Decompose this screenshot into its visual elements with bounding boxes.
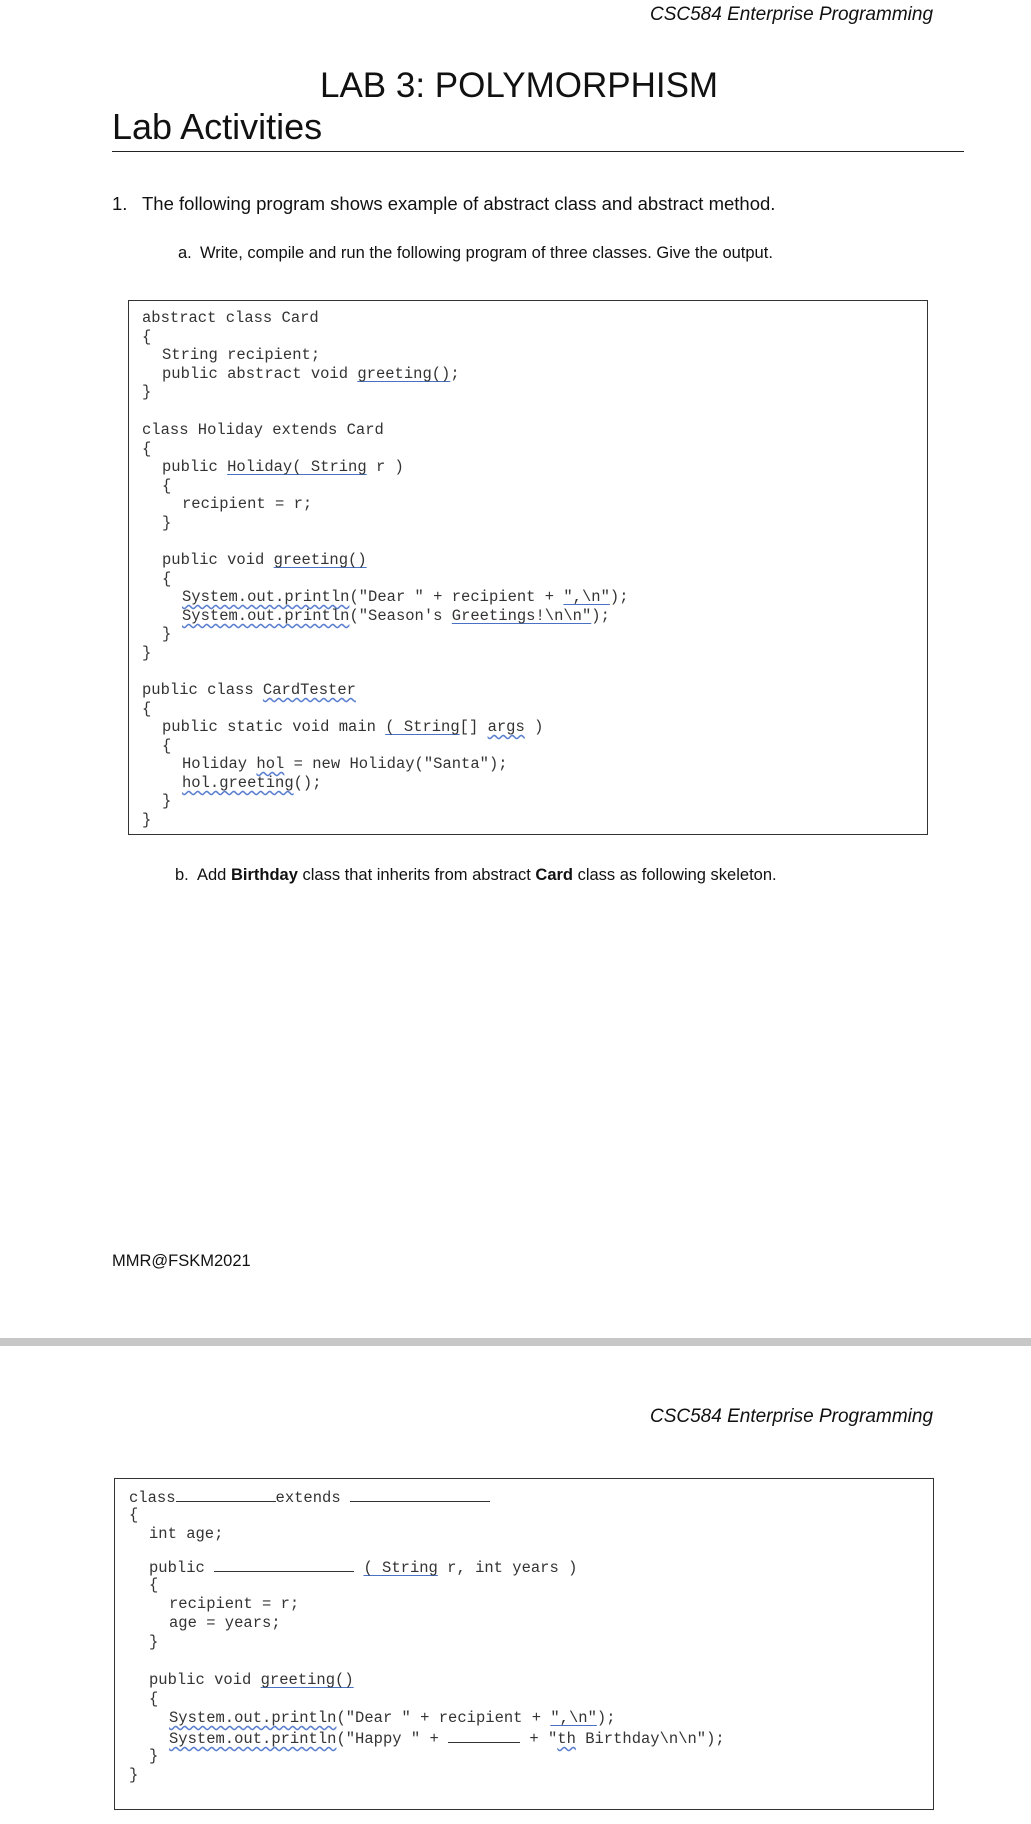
code-line: public static void main ( String[] args ) (162, 718, 544, 736)
lab-title: LAB 3: POLYMORPHISM (320, 66, 719, 105)
code-line: { (149, 1576, 159, 1594)
bold-text-card: Card (535, 866, 573, 884)
code-box-birthday-skeleton (114, 1478, 934, 1810)
sub-item-letter: a. (178, 244, 192, 262)
code-line: System.out.println("Dear " + recipient + ",\n"); (182, 588, 629, 606)
code-line: recipient = r; (182, 495, 313, 513)
sub-item-text: Write, compile and run the following program of three classes. Give the output. (200, 244, 773, 262)
code-line: } (149, 1633, 159, 1651)
code-line: age = years; (169, 1614, 281, 1632)
code-line: recipient = r; (169, 1595, 300, 1613)
code-line: } (142, 383, 152, 401)
code-line: int age; (149, 1525, 224, 1543)
code-line: System.out.println("Season's Greetings!\n\n"); (182, 607, 610, 625)
code-line: public ( String r, int years ) (149, 1559, 578, 1577)
course-header: CSC584 Enterprise Programming (650, 4, 934, 25)
page-divider (0, 1338, 1031, 1346)
code-line: hol.greeting(); (182, 774, 322, 792)
code-line: public abstract void greeting(); (162, 365, 460, 383)
code-line: } (149, 1747, 159, 1765)
code-line: public Holiday( String r ) (162, 458, 404, 476)
code-line: String recipient; (162, 346, 321, 364)
blank-age-expression (448, 1728, 520, 1743)
code-line: } (162, 792, 172, 810)
code-line: { (162, 477, 172, 495)
code-line: { (142, 700, 152, 718)
code-line: { (142, 328, 152, 346)
blank-parent-class (350, 1487, 490, 1502)
document-page-2 (0, 1346, 1031, 1824)
sub-item-a (178, 244, 773, 263)
blank-constructor-name (214, 1557, 354, 1572)
code-box-card-program (128, 300, 928, 835)
list-item-1 (112, 193, 775, 215)
code-line: { (162, 737, 172, 755)
heading-rule (112, 151, 964, 152)
bold-text-birthday: Birthday (230, 866, 298, 884)
code-line: } (162, 625, 172, 643)
code-line: System.out.println("Happy " + + "th Birthday\n\n"); (169, 1730, 725, 1748)
blank-class-name (176, 1487, 276, 1502)
section-heading: Lab Activities (112, 106, 323, 147)
code-line: } (142, 644, 152, 662)
code-line: } (142, 811, 152, 829)
code-line: Holiday hol = new Holiday("Santa"); (182, 755, 508, 773)
code-line: abstract class Card (142, 309, 319, 327)
code-line: public void greeting() (149, 1671, 354, 1689)
course-header: CSC584 Enterprise Programming (650, 1406, 934, 1427)
code-line: public class CardTester (142, 681, 356, 699)
page-footer: MMR@FSKM2021 (112, 1252, 251, 1270)
list-item-text: The following program shows example of abstract class and abstract method. (142, 193, 776, 214)
code-line: { (129, 1506, 139, 1524)
list-item-number: 1. (112, 193, 128, 214)
code-line: { (142, 440, 152, 458)
code-line: class extends (129, 1487, 490, 1508)
sub-item-b: b. Add Birthday class that inherits from abstract Card class as following skeleton. (175, 866, 777, 884)
code-line: class Holiday extends Card (142, 421, 384, 439)
code-line: { (149, 1690, 159, 1708)
code-line: System.out.println("Dear " + recipient + ",\n"); (169, 1709, 616, 1727)
code-line: public void greeting() (162, 551, 367, 569)
code-line: } (129, 1766, 139, 1784)
code-line: } (162, 514, 172, 532)
sub-item-letter: b. (175, 866, 189, 884)
code-line: { (162, 570, 172, 588)
